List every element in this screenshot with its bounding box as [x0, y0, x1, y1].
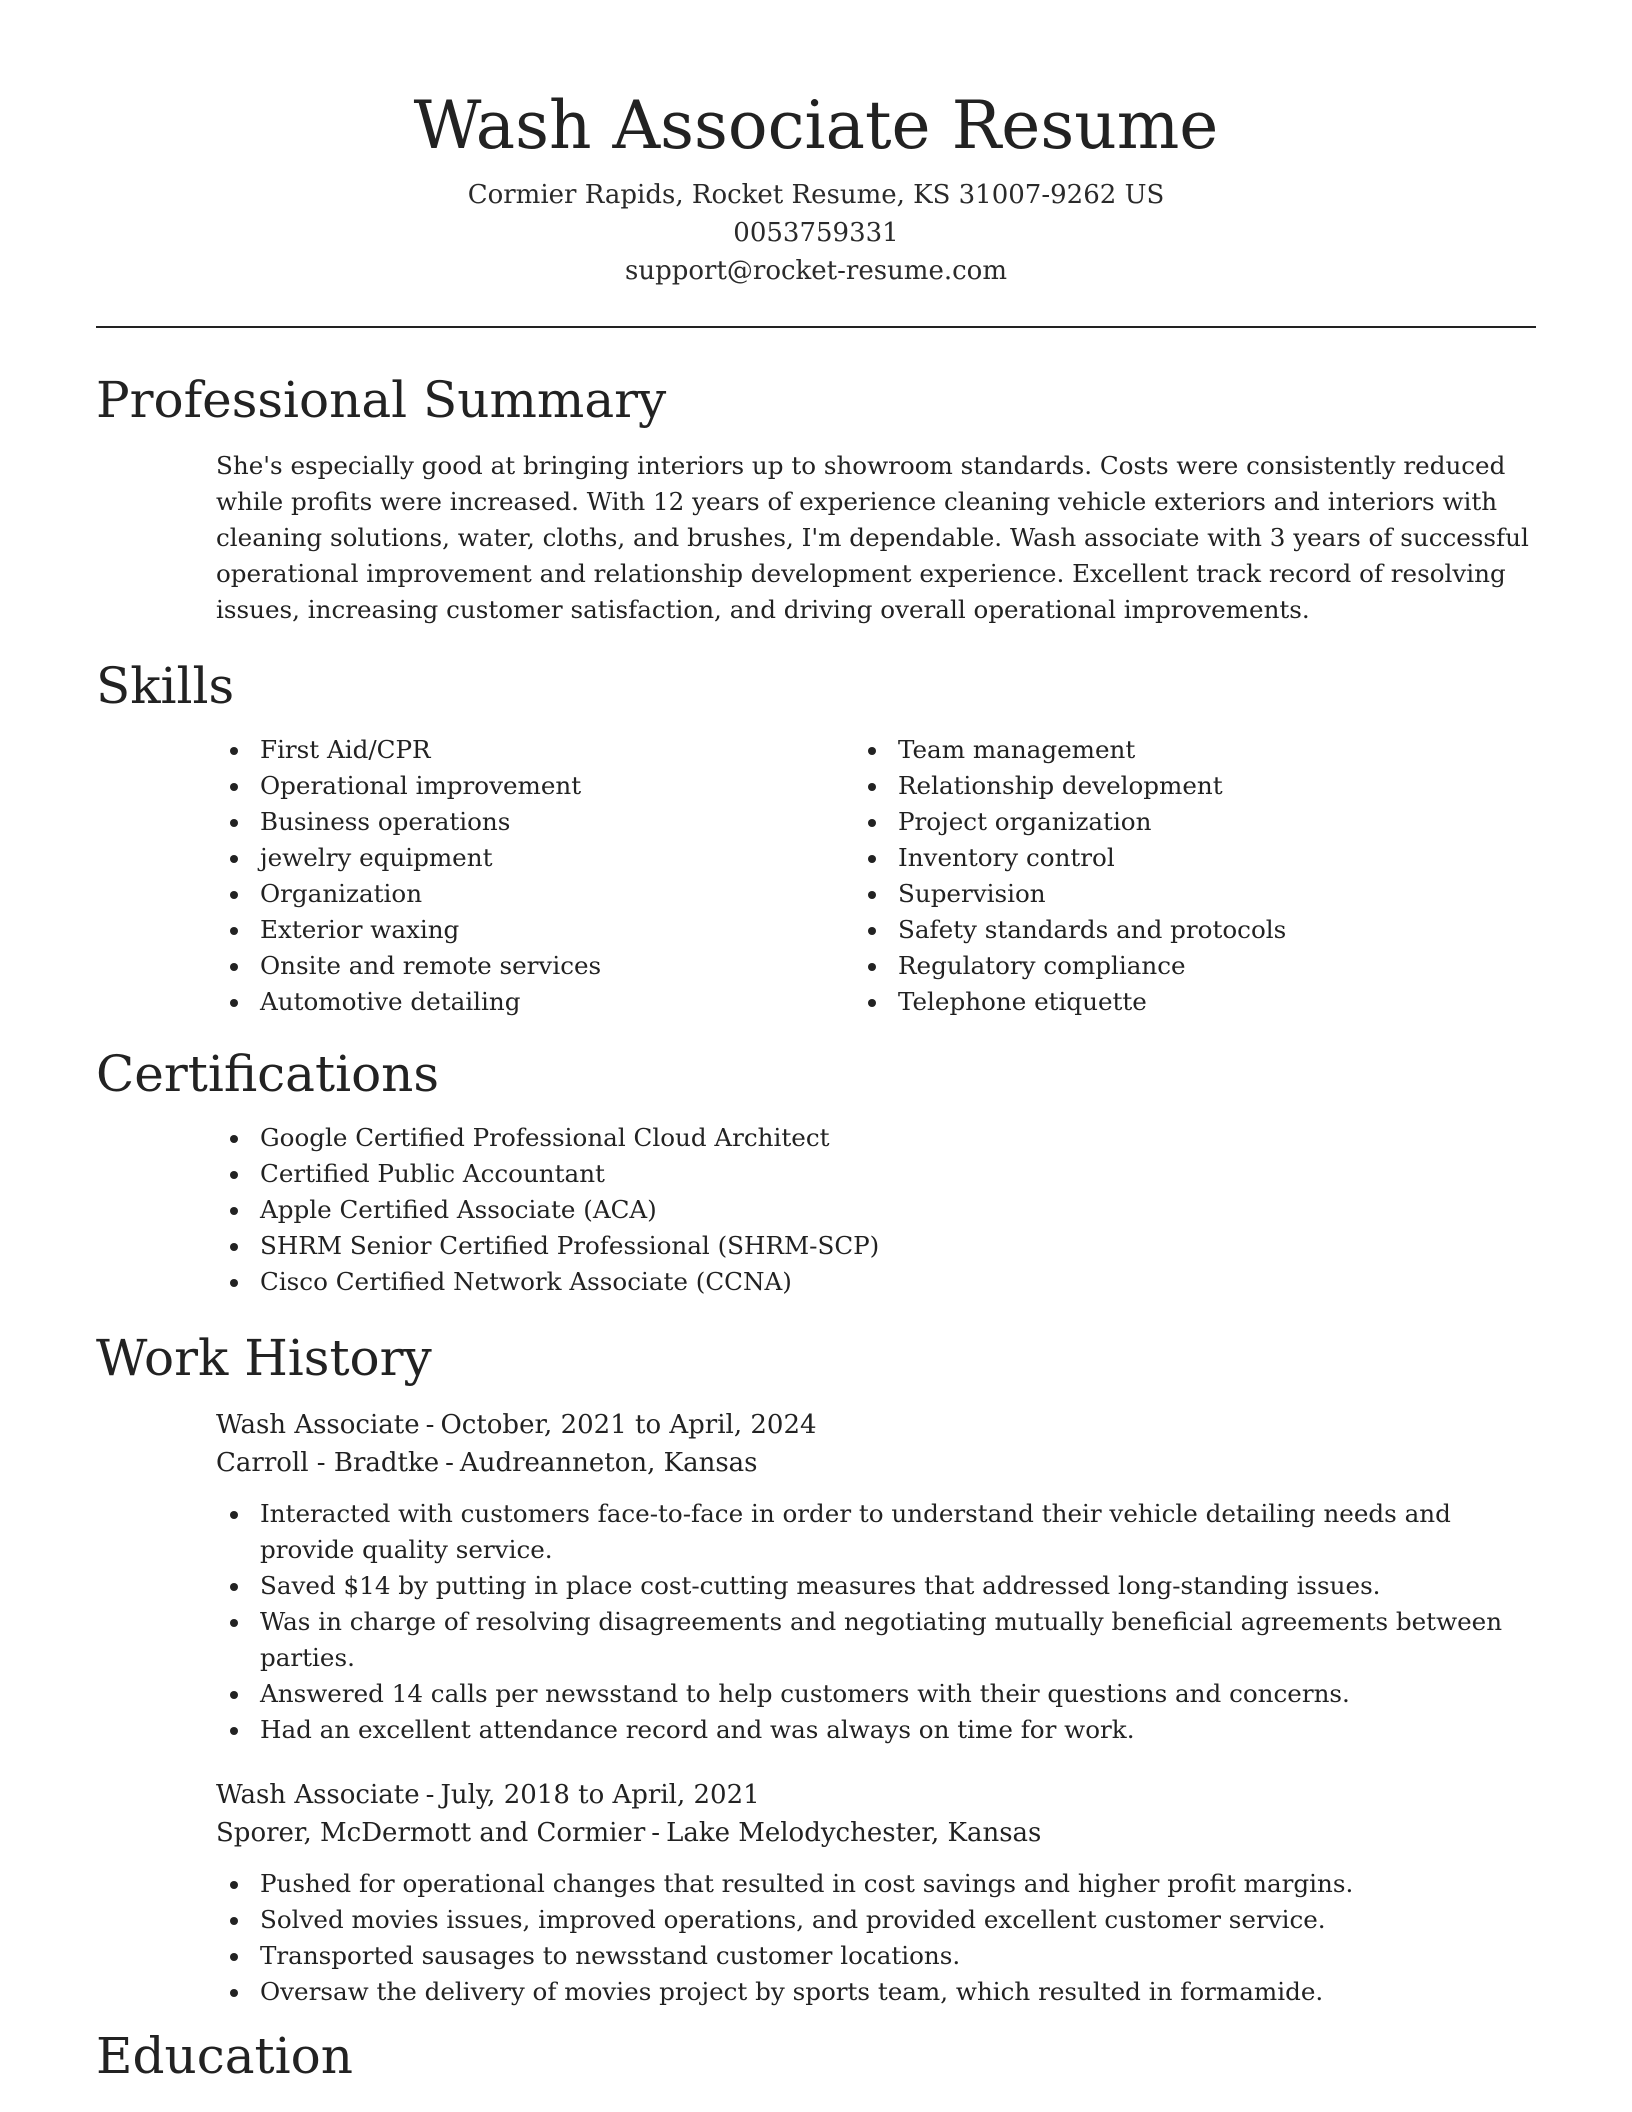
contact-address: Cormier Rapids, Rocket Resume, KS 31007-9262 US [467, 180, 1165, 210]
separator: - [425, 1410, 435, 1440]
job-bullet: Solved movies issues, improved operations, and provided excellent customer service. [260, 1902, 1536, 1938]
certification-item: Cisco Certified Network Associate (CCNA) [260, 1264, 1536, 1300]
work-history-section [96, 1326, 1536, 2010]
job-entry [216, 1776, 1536, 2010]
contact-phone: 0053759331 [733, 218, 899, 248]
separator: - [425, 1780, 435, 1810]
skill-item: Business operations [260, 804, 898, 840]
job-entry [216, 1406, 1536, 1748]
skill-item: Safety standards and protocols [898, 912, 1536, 948]
job-bullet: Answered 14 calls per newsstand to help customers with their questions and concerns. [260, 1676, 1536, 1712]
resume-title: Wash Associate Resume [413, 87, 1219, 164]
resume-header [96, 0, 1536, 290]
job-bullets [260, 1866, 1536, 2010]
skill-item: Relationship development [898, 768, 1536, 804]
certifications-heading: Certifications [96, 1045, 440, 1103]
skills-columns [260, 732, 1536, 1020]
skill-item: Project organization [898, 804, 1536, 840]
skills-section [96, 654, 1536, 1020]
job-bullet: Pushed for operational changes that resulted in cost savings and higher profit margins. [260, 1866, 1536, 1902]
job-company: Carroll - Bradtke [216, 1448, 440, 1478]
job-company-line [216, 1444, 1536, 1482]
resume-page [96, 0, 1536, 2088]
skills-list-right [898, 732, 1536, 1020]
separator: - [651, 1818, 661, 1848]
skills-list-left [260, 732, 898, 1020]
job-dates: October, 2021 to April, 2024 [440, 1410, 817, 1440]
separator: - [445, 1448, 454, 1478]
job-location: Lake Melodychester, Kansas [666, 1818, 1042, 1848]
job-company-line [216, 1814, 1536, 1852]
skill-item: Telephone etiquette [898, 984, 1536, 1020]
skill-item: Automotive detailing [260, 984, 898, 1020]
job-title-line [216, 1406, 1536, 1444]
skill-item: Exterior waxing [260, 912, 898, 948]
job-bullet: Saved $14 by putting in place cost-cutting measures that addressed long-standing issues. [260, 1568, 1536, 1604]
certification-item: SHRM Senior Certified Professional (SHRM-SCP) [260, 1228, 1536, 1264]
header-divider [96, 326, 1536, 328]
job-bullet: Transported sausages to newsstand customer locations. [260, 1938, 1536, 1974]
job-role: Wash Associate [216, 1410, 420, 1440]
job-location: Audreanneton, Kansas [459, 1448, 758, 1478]
certification-item: Google Certified Professional Cloud Architect [260, 1120, 1536, 1156]
job-bullet: Oversaw the delivery of movies project by sports team, which resulted in formamide. [260, 1974, 1536, 2010]
job-bullet: Interacted with customers face-to-face in order to understand their vehicle detailing needs and provide quality service. [260, 1496, 1536, 1568]
certification-item: Certified Public Accountant [260, 1156, 1536, 1192]
job-title-line [216, 1776, 1536, 1814]
job-bullet: Was in charge of resolving disagreements and negotiating mutually beneficial agreements between parties. [260, 1604, 1536, 1676]
job-role: Wash Associate [216, 1780, 420, 1810]
summary-section [96, 368, 1536, 628]
job-bullet: Had an excellent attendance record and was always on time for work. [260, 1712, 1536, 1748]
education-heading: Education [96, 2027, 353, 2085]
skill-item: Onsite and remote services [260, 948, 898, 984]
certification-item: Apple Certified Associate (ACA) [260, 1192, 1536, 1228]
skill-item: Inventory control [898, 840, 1536, 876]
education-section [96, 2024, 1536, 2088]
skill-item: Supervision [898, 876, 1536, 912]
job-company: Sporer, McDermott and Cormier [216, 1818, 646, 1848]
certifications-section [96, 1042, 1536, 1300]
skills-heading: Skills [96, 657, 235, 715]
contact-email[interactable]: support@rocket-resume.com [624, 256, 1007, 286]
job-bullets [260, 1496, 1536, 1748]
skill-item: Team management [898, 732, 1536, 768]
skill-item: Operational improvement [260, 768, 898, 804]
skill-item: jewelry equipment [260, 840, 898, 876]
skill-item: Organization [260, 876, 898, 912]
work-history-heading: Work History [96, 1329, 432, 1387]
contact-info [96, 176, 1536, 290]
skill-item: Regulatory compliance [898, 948, 1536, 984]
certifications-list [260, 1120, 1536, 1300]
skill-item: First Aid/CPR [260, 732, 898, 768]
summary-heading: Professional Summary [96, 371, 667, 429]
summary-text: She's especially good at bringing interiors up to showroom standards. Costs were consistently reduced while profits were increased. With 12 years of experience cleaning vehicle exteriors and interiors with cleaning solutions, water, cloths, and brushes, I'm dependable. Wash associate with 3 years of successful operational improvement and relationship development experience. Excellent track record of resolving issues, increasing customer satisfaction, and driving overall operational improvements. [216, 451, 1529, 624]
job-dates: July, 2018 to April, 2021 [440, 1780, 760, 1810]
